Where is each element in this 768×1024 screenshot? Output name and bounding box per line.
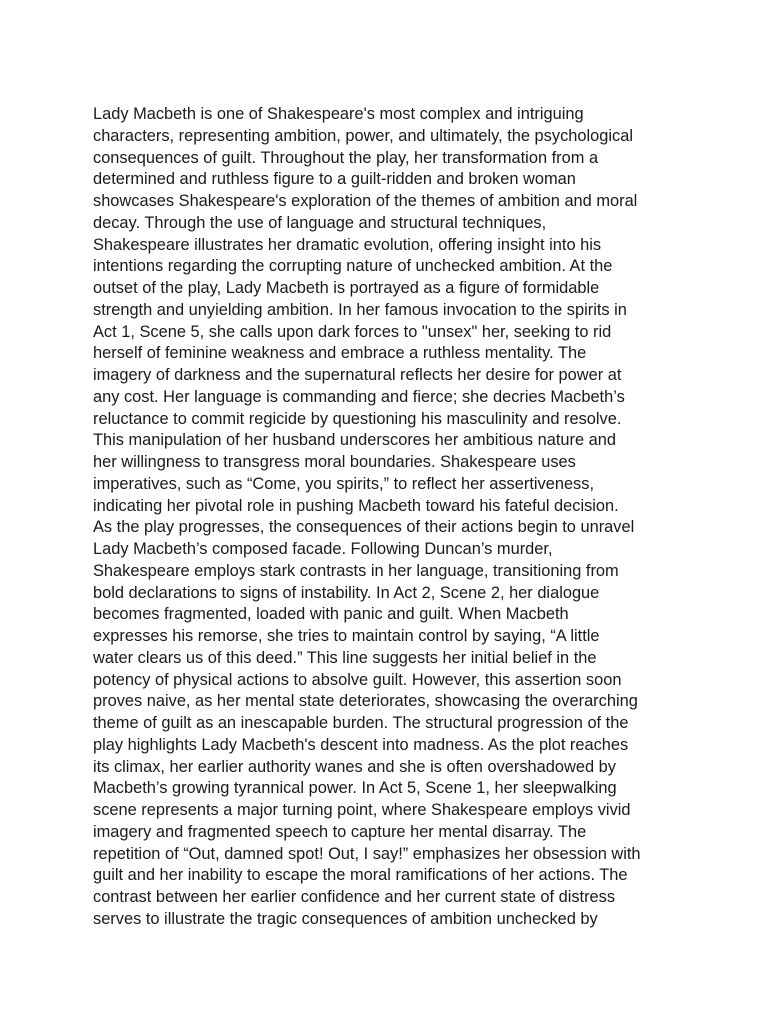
- text-line: its climax, her earlier authority wanes and she is often overshadowed by: [93, 757, 616, 776]
- text-line: Lady Macbeth is one of Shakespeare's most complex and intriguing: [93, 105, 584, 123]
- text-line: Macbeth’s growing tyrannical power. In Act 5, Scene 1, her sleepwalking: [93, 779, 617, 798]
- text-line: water clears us of this deed.” This line suggests her initial belief in the: [93, 648, 597, 667]
- text-line: indicating her pivotal role in pushing Macbeth toward his fateful decision.: [93, 496, 619, 515]
- text-line: Lady Macbeth’s composed facade. Following Duncan’s murder,: [93, 540, 553, 558]
- text-line: determined and ruthless figure to a guilt-ridden and broken woman: [93, 170, 576, 189]
- text-line: showcases Shakespeare's exploration of the themes of ambition and moral: [93, 192, 638, 210]
- text-line: reluctance to commit regicide by questioning his masculinity and resolve.: [93, 409, 622, 428]
- text-line: strength and unyielding ambition. In her famous invocation to the spirits in: [93, 300, 627, 319]
- text-line: play highlights Lady Macbeth's descent into madness. As the plot reaches: [93, 735, 629, 754]
- text-line: consequences of guilt. Throughout the play, her transformation from a: [93, 148, 599, 167]
- text-line: repetition of “Out, damned spot! Out, I say!” emphasizes her obsession with: [93, 844, 641, 863]
- text-line: proves naive, as her mental state deteriorates, showcasing the overarching: [93, 692, 638, 711]
- text-line: expresses his remorse, she tries to maintain control by saying, “A little: [93, 627, 600, 645]
- text-line: decay. Through the use of language and structural techniques,: [93, 213, 547, 232]
- text-line: imagery and fragmented speech to capture her mental disarray. The: [93, 822, 587, 841]
- text-line: herself of feminine weakness and embrace a ruthless mentality. The: [93, 344, 587, 363]
- text-line: outset of the play, Lady Macbeth is portrayed as a figure of formidable: [93, 279, 600, 297]
- text-line: intentions regarding the corrupting nature of unchecked ambition. At the: [93, 257, 613, 276]
- text-line: serves to illustrate the tragic consequences of ambition unchecked by: [93, 909, 598, 928]
- text-line: contrast between her earlier confidence and her current state of distress: [93, 888, 616, 906]
- text-line: bold declarations to signs of instability. In Act 2, Scene 2, her dialogue: [93, 583, 600, 602]
- text-line: becomes fragmented, loaded with panic and guilt. When Macbeth: [93, 605, 569, 624]
- text-line: theme of guilt as an inescapable burden. The structural progression of the: [93, 714, 629, 732]
- text-line: This manipulation of her husband underscores her ambitious nature and: [93, 431, 616, 450]
- text-line: Shakespeare employs stark contrasts in her language, transitioning from: [93, 561, 619, 580]
- text-line: potency of physical actions to absolve guilt. However, this assertion soon: [93, 670, 622, 689]
- essay-paragraph: [93, 104, 693, 931]
- text-line: imperatives, such as “Come, you spirits,” to reflect her assertiveness,: [93, 474, 595, 493]
- text-line: any cost. Her language is commanding and fierce; she decries Macbeth’s: [93, 387, 625, 406]
- text-line: characters, representing ambition, power, and ultimately, the psychological: [93, 126, 633, 145]
- text-line: Shakespeare illustrates her dramatic evolution, offering insight into his: [93, 235, 602, 254]
- text-line: imagery of darkness and the supernatural reflects her desire for power at: [93, 366, 622, 384]
- text-line: her willingness to transgress moral boundaries. Shakespeare uses: [93, 453, 576, 471]
- text-line: As the play progresses, the consequences of their actions begin to unravel: [93, 518, 635, 537]
- text-line: scene represents a major turning point, where Shakespeare employs vivid: [93, 801, 631, 819]
- text-line: guilt and her inability to escape the moral ramifications of her actions. The: [93, 866, 628, 885]
- text-line: Act 1, Scene 5, she calls upon dark forces to "unsex" her, seeking to rid: [93, 322, 612, 341]
